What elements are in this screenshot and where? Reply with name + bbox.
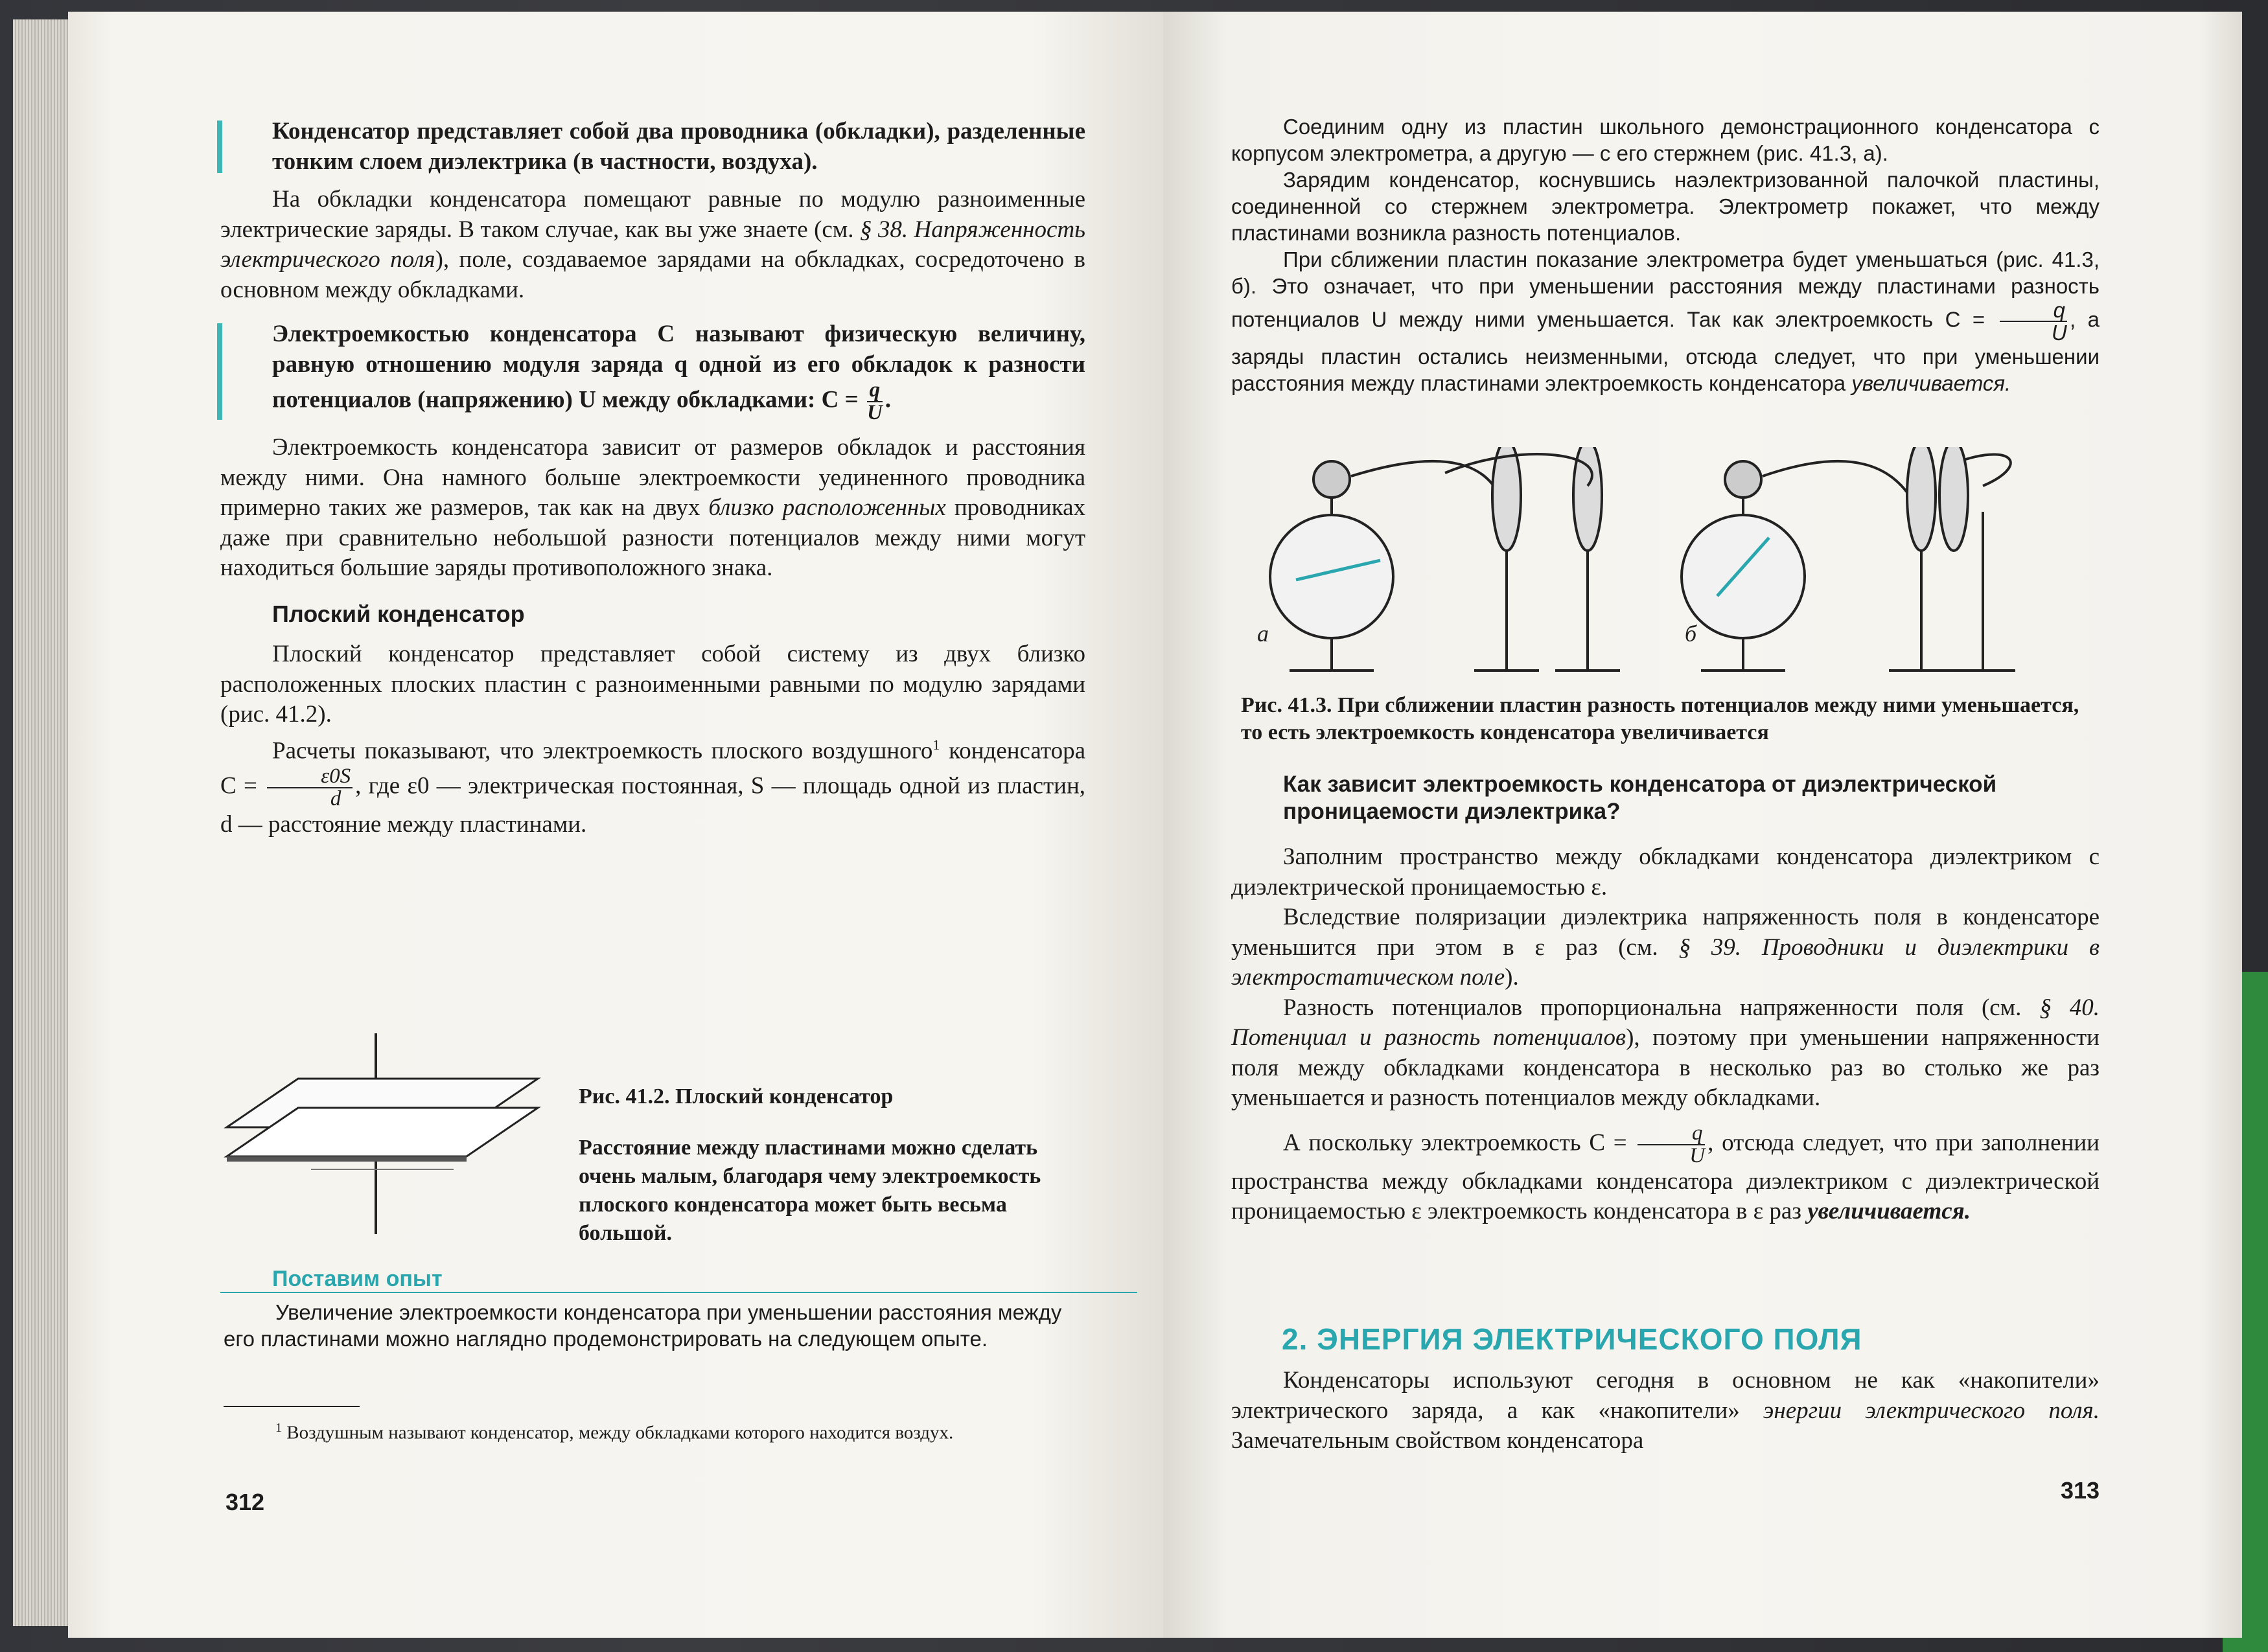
- paragraph-approach: [1231, 246, 2100, 396]
- text: Расчеты показывают, что электроемкость плоского воздушного: [272, 737, 933, 764]
- figure-41-2-note: Расстояние между пластинами можно сделать очень малым, благодаря чему электроемкость плоского конденсатора может быть весьма большой.: [579, 1136, 1041, 1245]
- label-a: а: [1257, 621, 1269, 647]
- text: ).: [1505, 964, 1519, 991]
- footnote-ref: 1: [932, 736, 940, 753]
- page-number-left: 312: [226, 1489, 265, 1515]
- footnote-rule: [224, 1406, 360, 1407]
- paragraph-dependence: [220, 433, 1085, 584]
- numerator: ε0S: [267, 766, 353, 788]
- text: Замечательным свойством конденсатора: [1231, 1427, 1644, 1454]
- emphasis: энергии электрического поля.: [1763, 1397, 2100, 1424]
- formula-fraction: [2000, 299, 2067, 343]
- figure-41-3-caption: Рис. 41.3. При сближении пластин разность потенциалов между ними уменьшается, то есть электроемкость конденсатора увеличивается: [1241, 693, 2079, 744]
- text: конденсатора C =: [220, 737, 1085, 799]
- denominator: U: [1689, 1143, 1706, 1167]
- definition-capacitance: Электроемкостью конденсатора C называют физическую величину, равную отношению модуля заряда q одной из его обкладок к разности потенциалов (напряжению) U между обкладками: C = $\frac{q}{U}$ .: [220, 319, 1085, 424]
- reference: § 39. Проводники и диэлектрики в электростатическом поле: [1231, 934, 2100, 991]
- text: Разность потенциалов пропорциональна напряженности поля (см.: [1283, 994, 2022, 1021]
- numerator: q: [1637, 1123, 1705, 1145]
- subheading-plane-capacitor: Плоский конденсатор: [272, 600, 525, 627]
- paragraph-connect: Соединим одну из пластин школьного демонстрационного конденсатора с корпусом электрометра, а другую — с его стержнем (рис. 41.3, а).: [1231, 115, 2100, 165]
- denominator: U: [2051, 321, 2067, 345]
- emphasis: близко расположенных: [708, 494, 946, 521]
- footnote: [224, 1416, 1089, 1445]
- left-text-column: [220, 117, 1085, 840]
- text: А поскольку электроемкость C =: [1283, 1129, 1627, 1156]
- text: , отсюда следует, что при заполнении пространства между обкладками конденсатора диэлектриком с диэлектрической проницаемостью ε электроемкость конденсатора в ε раз: [1231, 1129, 2100, 1224]
- text: , а заряды пластин остались неизменными, отсюда следует, что при уменьшении расстояния между пластинами электроемкость конденсатора: [1231, 307, 2100, 395]
- text: проводниках даже при сравнительно небольшой разности потенциалов между ними могут находиться большие заряды противоположного знака.: [220, 494, 1086, 581]
- label-b: б: [1685, 621, 1697, 647]
- setup-b: [1682, 447, 2015, 671]
- paragraph-charge: Зарядим конденсатор, коснувшись наэлектризованной палочкой пластины, соединенной со стержнем электрометра. Электрометр покажет, что между пластинами возникла разность потенциалов.: [1231, 168, 2100, 245]
- numerator: q: [867, 380, 883, 402]
- text: Конденсаторы используют сегодня в основном не как «накопители» электрического заряда, а как «накопители»: [1231, 1367, 2100, 1424]
- paragraph-polarization: [1231, 902, 2100, 993]
- experiment-heading: Поставим опыт: [220, 1267, 1137, 1293]
- paragraph-plane: Плоский конденсатор представляет собой систему из двух близко расположенных плоских пластин с разноименными равными по модулю зарядами (рис. 41.2).: [220, 641, 1085, 728]
- text: Электроемкость конденсатора зависит от размеров обкладок и расстояния между ними. Она намного больше электроемкости уединенного проводника примерно таких же размеров, так как на двух: [220, 434, 1085, 521]
- emphasis: увеличивается.: [1807, 1198, 1971, 1224]
- formula-fraction: [867, 380, 883, 424]
- paragraph-energy: [1231, 1366, 2100, 1456]
- page-number-right: 313: [2061, 1477, 2100, 1504]
- paragraph-conclusion: [1231, 1123, 2100, 1227]
- plane-capacitor-figure: [214, 1033, 557, 1241]
- text: , где ε0 — электрическая постоянная, S — площадь одной из пластин, d — расстояние между пластинами.: [220, 772, 1086, 838]
- reference: § 38. Напряженность электрического поля: [220, 216, 1086, 273]
- experiment-text: Увеличение электроемкости конденсатора при уменьшении расстояния между его пластинами можно наглядно продемонстрировать на следующем опыте.: [224, 1300, 1062, 1351]
- emphasis: увеличивается.: [1851, 371, 2011, 395]
- paragraph-potential: [1231, 993, 2100, 1114]
- page-edges: [13, 19, 71, 1626]
- paragraph-charges: [220, 185, 1085, 305]
- right-text-top: [1231, 113, 2100, 396]
- footnote-text: Воздушным называют конденсатор, между обкладками которого находится воздух.: [286, 1422, 954, 1443]
- section-title: 2. ЭНЕРГИЯ ЭЛЕКТРИЧЕСКОГО ПОЛЯ: [1282, 1322, 1862, 1356]
- text: ), поле, создаваемое зарядами на обкладках, сосредоточено в основном между обкладками.: [220, 246, 1085, 303]
- setup-a: [1270, 447, 1620, 671]
- definition-text: Электроемкостью конденсатора C называют физическую величину, равную отношению модуля заряда q одной из его обкладок к разности потенциалов (напряжению) U между обкладками: C =: [272, 321, 1085, 413]
- paragraph-formula: [220, 730, 1085, 840]
- question-subheading: Как зависит электроемкость конденсатора от диэлектрической проницаемости диэлектрика?: [1283, 772, 1997, 824]
- right-text-bottom: [1231, 842, 2100, 1227]
- formula-fraction: [1637, 1123, 1705, 1167]
- figure-41-2-caption: Рис. 41.2. Плоский конденсатор: [579, 1084, 894, 1108]
- denominator: d: [330, 787, 341, 811]
- right-text-energy: [1231, 1366, 2100, 1456]
- text: На обкладки конденсатора помещают равные по модулю разноименные электрические заряды. В таком случае, как вы уже знаете (см.: [220, 186, 1085, 243]
- experiment-text-block: [224, 1299, 1089, 1352]
- definition-capacitor: Конденсатор представляет собой два проводника (обкладки), разделенные тонким слоем диэлектрика (в частности, воздуха).: [220, 117, 1085, 177]
- reference: § 40. Потенциал и разность потенциалов: [1231, 994, 2100, 1051]
- numerator: q: [2000, 299, 2067, 322]
- electrometer-figure: [1251, 447, 2093, 687]
- formula-fraction: [267, 766, 353, 810]
- paragraph-fill: Заполним пространство между обкладками конденсатора диэлектриком с диэлектрической проницаемостью ε.: [1231, 843, 2100, 901]
- denominator: U: [866, 401, 883, 424]
- text: Вследствие поляризации диэлектрика напряженность поля в конденсаторе уменьшится при этом в ε раз (см.: [1231, 904, 2100, 961]
- text: ), поэтому при уменьшении напряженности поля между обкладками конденсатора в несколько раз во столько же раз уменьшается и разность потенциалов между обкладками.: [1231, 1024, 2100, 1111]
- footnote-mark: 1: [275, 1421, 282, 1435]
- text: При сближении пластин показание электрометра будет уменьшаться (рис. 41.3, б). Это означает, что при уменьшении расстояния между пластинами разность потенциалов U между ними уменьшается. Так как электроемкость C =: [1231, 247, 2100, 332]
